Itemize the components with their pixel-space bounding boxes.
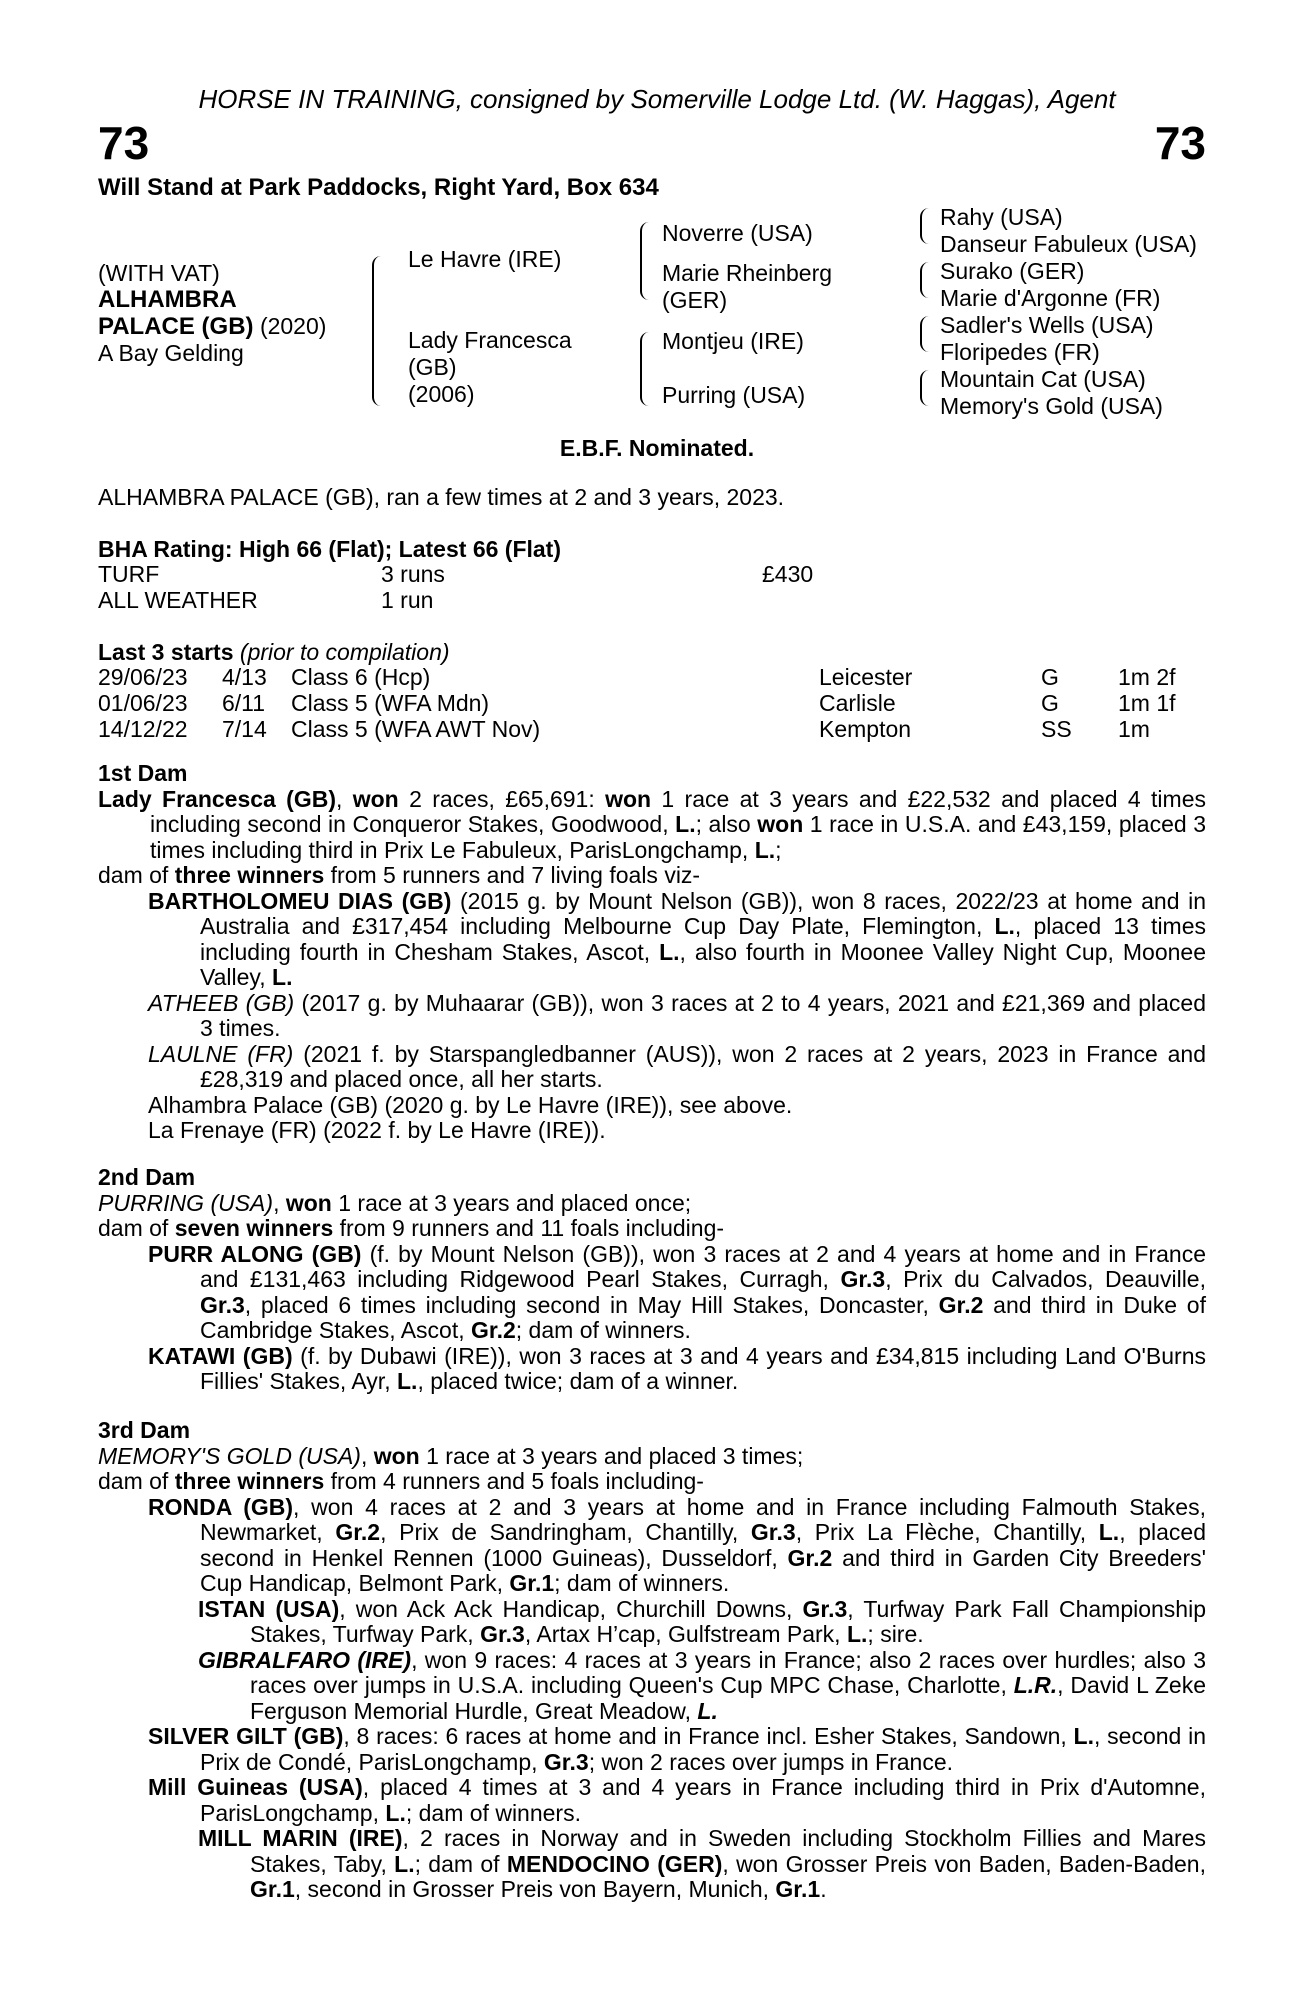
race-summary: ALHAMBRA PALACE (GB), ran a few times at 2 and 3 years, 2023. xyxy=(98,484,785,510)
ggs-8: Memory's Gold (USA) xyxy=(940,393,1163,419)
progeny-entry: LAULNE (FR) (2021 f. by Starspangledbanner (AUS)), won 2 races at 2 years, 2023 in France and £28,319 and placed once, all her starts. xyxy=(148,1040,1206,1092)
third-dam-produce: dam of three winners from 4 runners and 5 foals including- xyxy=(98,1468,704,1494)
first-dam-heading: 1st Dam xyxy=(98,760,188,786)
progeny-entry: ATHEEB (GB) (2017 g. by Muhaarar (GB)), won 3 races at 2 to 4 years, 2021 and £21,369 and placed 3 times. xyxy=(148,989,1206,1041)
lot-number-left: 73 xyxy=(98,117,150,169)
first-dam-produce: dam of three winners from 5 runners and 7 living foals viz- xyxy=(98,862,701,888)
progeny-entry: KATAWI (GB) (f. by Dubawi (IRE)), won 3 races at 3 and 4 years and £34,815 including Land O'Burns Fillies' Stakes, Ayr, L., placed twice; dam of a winner. xyxy=(148,1342,1206,1394)
progeny-entry: Mill Guineas (USA), placed 4 times at 3 and 4 years in France including third in Prix d'Automne, ParisLongchamp, L.; dam of winners. xyxy=(148,1774,1206,1826)
start-date: 14/12/22 xyxy=(98,716,188,742)
stand-location: Will Stand at Park Paddocks, Right Yard, Box 634 xyxy=(98,174,659,201)
brace-3 xyxy=(640,332,650,406)
catalogue-header: HORSE IN TRAINING, consigned by Somerville Lodge Ltd. (W. Haggas), Agent xyxy=(198,84,1116,114)
ggs-7: Mountain Cat (USA) xyxy=(940,366,1146,392)
ebf-nominated: E.B.F. Nominated. xyxy=(559,435,755,461)
start-distance: 1m 2f xyxy=(1118,664,1176,690)
third-dam-section xyxy=(98,1418,1206,1903)
aw-runs: 1 run xyxy=(381,587,434,613)
second-dam-section xyxy=(98,1165,1206,1395)
progeny-entry: La Frenaye (FR) (2022 f. by Le Havre (IRE)). xyxy=(148,1117,606,1143)
dam-line1: Lady Francesca xyxy=(408,327,572,353)
start-pos: 7/14 xyxy=(222,716,267,742)
granddam-2: Purring (USA) xyxy=(662,382,806,408)
progeny-entry: ISTAN (USA), won Ack Ack Handicap, Churchill Downs, Gr.3, Turfway Park Fall Championship Stakes, Turfway Park, Gr.3, Artax H’cap, Gulfstream Park, L.; sire. xyxy=(198,1595,1206,1647)
second-dam-record: PURRING (USA), won 1 race at 3 years and placed once; xyxy=(98,1189,692,1216)
aw-label: ALL WEATHER xyxy=(98,587,258,613)
brace-4 xyxy=(920,208,930,244)
sire: Le Havre (IRE) xyxy=(408,246,562,272)
horse-year: (2020) xyxy=(259,313,327,339)
horse-description: A Bay Gelding xyxy=(98,340,244,366)
progeny-entry: Alhambra Palace (GB) (2020 g. by Le Havre (IRE)), see above. xyxy=(148,1091,793,1118)
start-distance: 1m xyxy=(1118,716,1150,742)
brace-5 xyxy=(920,262,930,298)
progeny-entry: RONDA (GB), won 4 races at 2 and 3 years at home and in France including Falmouth Stakes, Newmarket, Gr.2, Prix de Sandringham, Chantilly, Gr.3, Prix La Flèche, Chantilly, L., placed second in Henkel Rennen (1000 Guineas), Dusseldorf, Gr.2 and third in Garden City Breeders' Cup Handicap, Belmont Park, Gr.1; dam of winners. xyxy=(148,1493,1207,1596)
horse-name-line2: PALACE (GB) xyxy=(98,313,254,340)
progeny-entry: MILL MARIN (IRE), 2 races in Norway and in Sweden including Stockholm Fillies and Mares Stakes, Taby, L.; dam of MENDOCINO (GER), won Grosser Preis von Baden, Baden-Baden, Gr.1, second in Grosser Preis von Bayern, Munich, Gr.1. xyxy=(198,1825,1206,1902)
last-starts-note: (prior to compilation) xyxy=(239,639,450,665)
second-dam-produce: dam of seven winners from 9 runners and 11 foals including- xyxy=(98,1215,725,1241)
granddam-1-line2: (GER) xyxy=(662,287,728,313)
start-going: SS xyxy=(1041,716,1072,742)
second-dam-heading: 2nd Dam xyxy=(98,1164,196,1190)
progeny-entry: BARTHOLOMEU DIAS (GB) (2015 g. by Mount Nelson (GB)), won 8 races, 2022/23 at home and in Australia and £317,454 including Melbourne Cup Day Plate, Flemington, L., placed 13 times including fourth in Chesham Stakes, Ascot, L., also fourth in Moonee Valley Night Cup, Moonee Valley, L. xyxy=(148,887,1206,990)
first-dam-record: Lady Francesca (GB), won 2 races, £65,691: won 1 race at 3 years and £22,532 and placed 4 times including second in Conqueror Stakes, Goodwood, L.; also won 1 race in U.S.A. and £43,159, placed 3 times including third in Prix Le Fabuleux, ParisLongchamp, L.; xyxy=(98,785,1206,863)
start-class: Class 5 (WFA AWT Nov) xyxy=(291,716,541,742)
horse-name-line1: ALHAMBRA xyxy=(98,286,237,313)
start-course: Leicester xyxy=(819,664,913,690)
start-course: Carlisle xyxy=(819,690,896,716)
brace-6 xyxy=(920,316,930,352)
dam-line2: (GB) xyxy=(408,354,457,380)
first-dam-section xyxy=(98,761,1206,1144)
vat-note: (WITH VAT) xyxy=(98,260,220,286)
lot-number-right: 73 xyxy=(1154,117,1206,169)
start-going: G xyxy=(1041,690,1059,716)
start-class: Class 5 (WFA Mdn) xyxy=(291,690,490,716)
start-class: Class 6 (Hcp) xyxy=(291,664,431,690)
start-course: Kempton xyxy=(819,716,912,742)
bha-rating: BHA Rating: High 66 (Flat); Latest 66 (Flat) xyxy=(98,536,561,562)
ggs-6: Floripedes (FR) xyxy=(940,339,1100,365)
ggs-5: Sadler's Wells (USA) xyxy=(940,312,1154,338)
third-dam-record: MEMORY'S GOLD (USA), won 1 race at 3 years and placed 3 times; xyxy=(98,1442,804,1469)
dam-name: Lady Francesca (GB) xyxy=(98,785,336,812)
grandsire-2: Montjeu (IRE) xyxy=(662,328,804,354)
ggs-3: Surako (GER) xyxy=(940,258,1085,284)
start-date: 01/06/23 xyxy=(98,690,188,716)
brace-7 xyxy=(920,370,930,406)
start-distance: 1m 1f xyxy=(1118,690,1176,716)
start-pos: 4/13 xyxy=(222,664,267,690)
horse-name-line2-wrap xyxy=(98,315,326,339)
ggs-2: Danseur Fabuleux (USA) xyxy=(940,231,1197,257)
progeny-entry: SILVER GILT (GB), 8 races: 6 races at home and in France incl. Esher Stakes, Sandown, L., second in Prix de Condé, ParisLongchamp, Gr.3; won 2 races over jumps in France. xyxy=(148,1723,1206,1775)
granddam-1-line1: Marie Rheinberg xyxy=(662,260,833,286)
third-dam-heading: 3rd Dam xyxy=(98,1417,191,1443)
turf-prize: £430 xyxy=(762,561,814,587)
turf-label: TURF xyxy=(98,561,160,587)
progeny-entry: GIBRALFARO (IRE), won 9 races: 4 races at 3 years in France; also 2 races over hurdles; also 3 races over jumps in U.S.A. including Queen's Cup MPC Chase, Charlotte, L.R., David L Zeke Ferguson Memorial Hurdle, Great Meadow, L. xyxy=(198,1646,1206,1724)
progeny-entry: PURR ALONG (GB) (f. by Mount Nelson (GB)), won 3 races at 2 and 4 years at home and in France and £131,463 including Ridgewood Pearl Stakes, Curragh, Gr.3, Prix du Calvados, Deauville, Gr.3, placed 6 times including second in May Hill Stakes, Doncaster, Gr.2 and third in Duke of Cambridge Stakes, Ascot, Gr.2; dam of winners. xyxy=(148,1240,1206,1343)
start-date: 29/06/23 xyxy=(98,664,188,690)
grandsire-1: Noverre (USA) xyxy=(662,220,813,246)
brace-1 xyxy=(372,256,382,406)
turf-runs: 3 runs xyxy=(381,561,445,587)
brace-2 xyxy=(640,222,650,300)
last-starts-heading-wrap xyxy=(98,641,450,664)
ggs-4: Marie d'Argonne (FR) xyxy=(940,285,1161,311)
start-going: G xyxy=(1041,664,1059,690)
dam-line3: (2006) xyxy=(408,381,475,407)
last-starts-heading: Last 3 starts xyxy=(98,639,234,665)
ggs-1: Rahy (USA) xyxy=(940,204,1063,230)
start-pos: 6/11 xyxy=(222,690,266,716)
